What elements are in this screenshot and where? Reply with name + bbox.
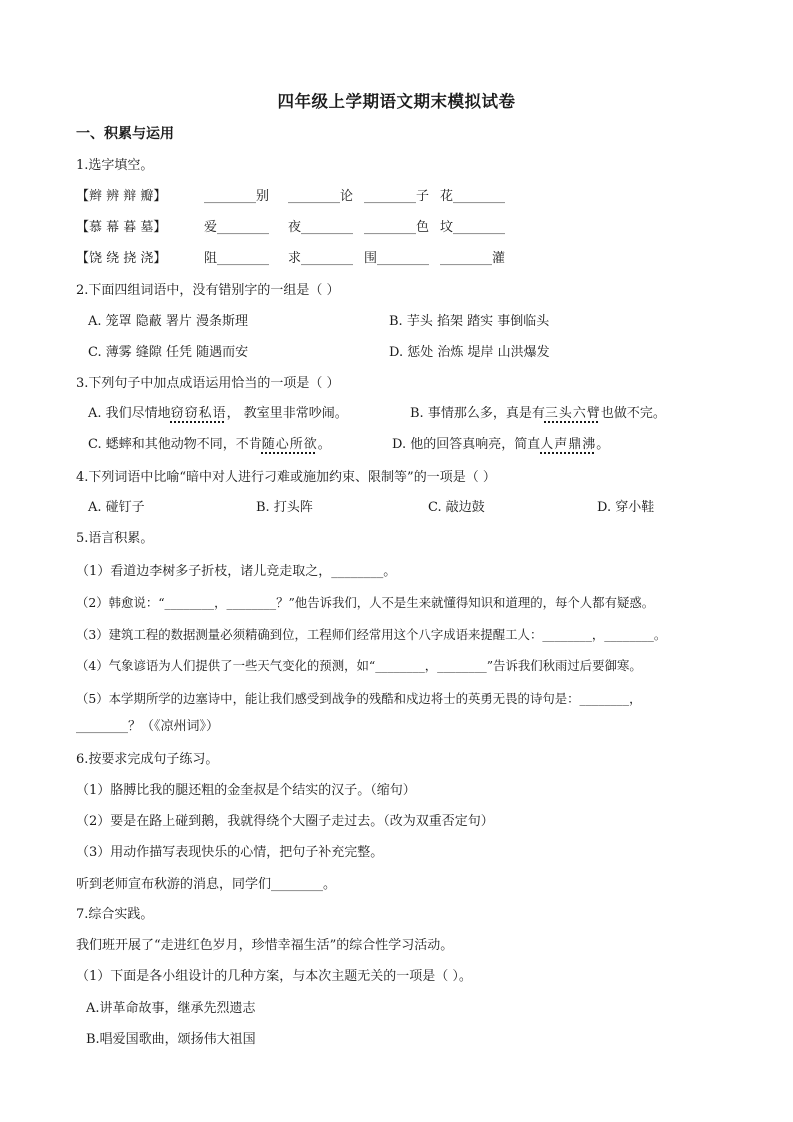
dotted-idiom: 人声鼎沸 — [540, 437, 597, 452]
q7-intro: 我们班开展了“走进红色岁月，珍惜幸福生活”的综合性学习活动。 — [76, 938, 454, 953]
option-c — [88, 436, 331, 454]
q6-item-2: （2）要是在路上碰到鹅，我就得绕个大圈子走过去。（改为双重否定句） — [76, 814, 494, 829]
fill-blank: 阻________ — [204, 251, 270, 266]
fill-blank: ________灌 — [440, 251, 506, 266]
option-c: C. 敲边鼓 — [428, 500, 485, 515]
fill-blank: 坟________ — [440, 220, 506, 235]
q6-item-3: （3）用动作描写表现快乐的心情，把句子补充完整。 — [76, 845, 384, 860]
q5-item-2: （2）韩愈说：“________，________？”他告诉我们，人不是生来就懂得知识和道理的，每个人都有疑惑。 — [76, 595, 655, 610]
q7-subquestion: （1）下面是各小组设计的几种方案，与本次主题无关的一项是（ ）。 — [76, 969, 472, 984]
q5-item-5: （5）本学期所学的边塞诗中，能让我们感受到战争的残酷和戍边将士的英勇无畏的诗句是：________， — [76, 691, 642, 706]
fill-blank: 花________ — [440, 189, 506, 204]
q5-item-1: （1）看道边李树多子折枝，诸儿竞走取之，________。 — [76, 564, 397, 579]
fill-blank: ________论 — [288, 189, 354, 204]
option-text: ， 教室里非常吵闹。 — [226, 406, 348, 421]
dotted-idiom: 三头六臂 — [544, 406, 601, 421]
fill-blank: 求________ — [288, 251, 354, 266]
option-text: A. 我们尽情地 — [88, 406, 171, 421]
fill-blank: 爱________ — [204, 220, 270, 235]
option-d — [392, 436, 609, 454]
option-a: A. 笼罩 隐蔽 署片 漫条斯理 — [88, 314, 249, 329]
q6-item-3-sentence: 听到老师宣布秋游的消息，同学们________。 — [76, 877, 337, 892]
option-text: 也做不完。 — [600, 406, 666, 421]
option-d: D. 穿小鞋 — [597, 500, 655, 515]
page-title: 四年级上学期语文期末模拟试卷 — [277, 92, 516, 111]
option-text: D. 他的回答真响亮，简直 — [392, 437, 541, 452]
option-d: D. 惩处 治炼 堤岸 山洪爆发 — [389, 345, 550, 360]
fill-blank: 围________ — [364, 251, 430, 266]
option-b: B.唱爱国歌曲，颂扬伟大祖国 — [86, 1032, 256, 1047]
option-a: A. 碰钉子 — [88, 500, 145, 515]
q5-item-5-cont: ________？（《凉州词》） — [76, 719, 220, 734]
option-text: 。 — [317, 437, 331, 452]
dotted-idiom: 随心所欲 — [261, 437, 318, 452]
section-heading: 一、积累与运用 — [76, 126, 174, 142]
option-a — [88, 405, 348, 423]
fill-blank: 夜________ — [288, 220, 354, 235]
char-group: 【慕 幕 暮 墓】 — [76, 220, 167, 235]
question-3-stem: 3.下列句子中加点成语运用恰当的一项是（ ） — [76, 376, 340, 391]
fill-blank: ________别 — [204, 189, 270, 204]
option-b: B. 芋头 掐架 踏实 事倒临头 — [389, 314, 550, 329]
dotted-idiom: 窃窃私语 — [170, 406, 227, 421]
question-4-stem: 4.下列词语中比喻“暗中对人进行刁难或施加约束、限制等”的一项是（ ） — [76, 470, 496, 485]
option-b: B. 打头阵 — [256, 500, 313, 515]
question-1-stem: 1.选字填空。 — [76, 158, 154, 173]
q6-item-1: （1）胳膊比我的腿还粗的金奎叔是个结实的汉子。（缩句） — [76, 783, 416, 798]
question-6-stem: 6.按要求完成句子练习。 — [76, 752, 219, 767]
char-group: 【饶 绕 挠 浇】 — [76, 251, 167, 266]
q5-item-4: （4）气象谚语为人们提供了一些天气变化的预测，如“________，________”告诉我们秋雨过后要御寒。 — [76, 658, 642, 673]
question-7-stem: 7.综合实践。 — [76, 907, 154, 922]
option-c: C. 薄雾 缝隙 任凭 随遇而安 — [88, 345, 249, 360]
question-5-stem: 5.语言积累。 — [76, 531, 154, 546]
char-group: 【辫 辨 辩 瓣】 — [76, 189, 167, 204]
option-text: B. 事情那么多，真是有 — [410, 406, 545, 421]
fill-blank: ________色 — [364, 220, 430, 235]
question-2-stem: 2.下面四组词语中，没有错别字的一组是（ ） — [76, 283, 340, 298]
fill-blank: ________子 — [364, 189, 430, 204]
option-text: 。 — [596, 437, 610, 452]
option-a: A.讲革命故事，继承先烈遗志 — [86, 1001, 256, 1016]
q5-item-3: （3）建筑工程的数据测量必须精确到位，工程师们经常用这个八字成语来提醒工人：________，________。 — [76, 627, 667, 642]
option-text: C. 蟋蟀和其他动物不同，不肯 — [88, 437, 262, 452]
option-b — [410, 405, 666, 423]
